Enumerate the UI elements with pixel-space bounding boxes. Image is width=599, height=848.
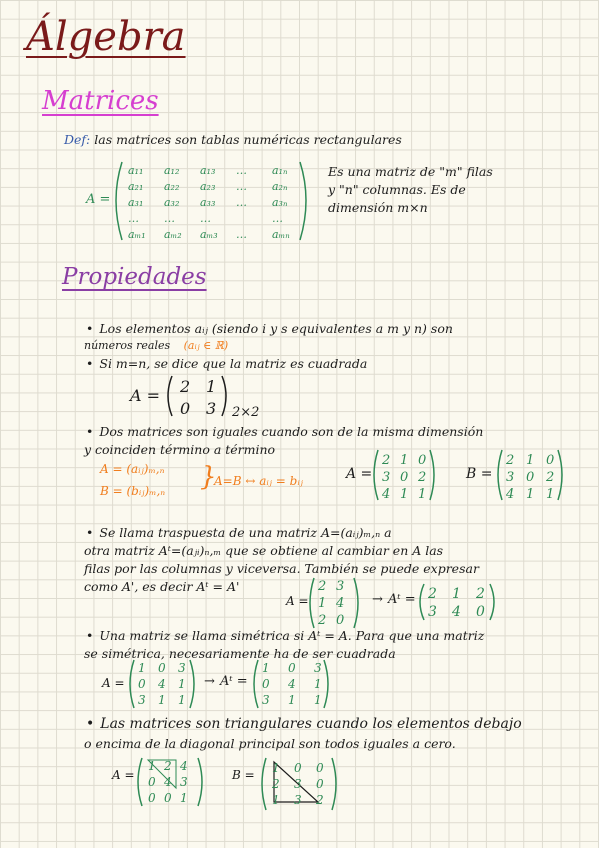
definition-matrix [100, 156, 320, 246]
p3-line-2: y coinciden término a término [84, 442, 276, 457]
definition-matrix-cell: … [272, 212, 283, 225]
p3-brace: } [200, 462, 217, 492]
p5-at-matrix-cell: 3 [314, 661, 322, 675]
definition-matrix-cell: … [236, 228, 247, 241]
definition-matrix-cell: … [236, 180, 247, 193]
p6-b-matrix-cell: 1 [272, 761, 280, 775]
p3-rule: A=B ↔ aᵢⱼ = bᵢⱼ [214, 474, 303, 488]
definition-matrix-cell: a₃ₙ [272, 196, 288, 209]
p2-matrix [160, 372, 270, 422]
p5-at-matrix-cell: 1 [262, 661, 270, 675]
p3-a-matrix-cell: 0 [400, 470, 409, 485]
p2-matrix-name: A = [130, 386, 161, 405]
p5-a-matrix-cell: 1 [138, 661, 146, 675]
definition-matrix-cell: a₁₂ [164, 164, 180, 177]
p5-at-matrix-cell: 1 [288, 693, 296, 707]
p5-line-2: se simétrica, necesariamente ha de ser cuadrada [84, 646, 396, 661]
p4-a-matrix [304, 574, 364, 632]
p6-a-matrix-cell: 4 [164, 775, 172, 789]
p3-line-1: • Dos matrices son iguales cuando son de la misma dimensión [86, 424, 483, 439]
p4-at-matrix-cell: 1 [452, 586, 461, 602]
definition-matrix-cell: a₂ₙ [272, 180, 288, 193]
definition-matrix-cell: a₂₁ [128, 180, 144, 193]
p3-b-def: B = (bᵢⱼ)ₘ,ₙ [100, 484, 166, 498]
p5-a-matrix-cell: 1 [178, 677, 186, 691]
p3-a-matrix-cell: 0 [418, 453, 427, 468]
p3-a-matrix-cell: 2 [418, 470, 427, 485]
p4-line-3: filas por las columnas y viceversa. También se puede expresar [84, 561, 479, 576]
svg-text:2×2: 2×2 [232, 405, 260, 420]
p5-a-matrix-cell: 1 [158, 693, 166, 707]
p3-a-matrix-cell: 4 [382, 487, 391, 502]
p5-at-matrix-cell: 3 [262, 693, 270, 707]
section-heading-properties: Propiedades [62, 264, 207, 290]
definition-line [64, 132, 402, 147]
p6-b-matrix-cell: 2 [272, 777, 280, 791]
p6-line-2: o encima de la diagonal principal son todos iguales a cero. [84, 736, 456, 751]
definition-matrix-cell: a₂₃ [200, 180, 216, 193]
definition-matrix-cell: a₁₁ [128, 164, 144, 177]
p2-matrix-cell: 1 [206, 377, 217, 396]
p3-b-matrix-cell: 2 [546, 470, 555, 485]
p5-a-matrix-cell: 3 [178, 661, 186, 675]
p3-a-matrix-cell: 1 [400, 453, 409, 468]
definition-matrix-cell: aₘ₂ [164, 228, 182, 241]
p6-a-matrix-cell: 4 [180, 759, 188, 773]
p3-b-matrix-cell: 0 [526, 470, 535, 485]
p6-b-matrix [256, 754, 342, 814]
p4-a-matrix-cell: 1 [318, 596, 327, 611]
p1-real-note: (aᵢⱼ ∈ ℝ) [183, 339, 229, 352]
p3-b-matrix-cell: 2 [506, 453, 515, 468]
definition-matrix-cell: … [236, 196, 247, 209]
p4-a-matrix-cell: 2 [318, 613, 327, 628]
p5-a-matrix-cell: 1 [178, 693, 186, 707]
definition-label: Def: [64, 132, 91, 147]
definition-matrix-cell: … [200, 212, 211, 225]
p3-b-matrix-cell: 0 [546, 453, 555, 468]
p6-b-name: B = [232, 768, 255, 782]
p3-b-name: B = [466, 466, 493, 482]
p4-at-matrix [414, 580, 500, 624]
p6-a-matrix-cell: 3 [180, 775, 188, 789]
p4-line-1: • Se llama traspuesta de una matriz A=(aᵢⱼ)ₘ,ₙ a [86, 525, 392, 540]
p6-b-matrix-cell: 0 [316, 761, 324, 775]
p6-a-name: A = [112, 768, 135, 782]
p6-line-1: • Las matrices son triangulares cuando los elementos debajo [86, 716, 522, 732]
p5-at-matrix [248, 656, 334, 712]
p4-a-matrix-cell: 3 [336, 579, 345, 594]
p3-b-matrix [492, 446, 568, 504]
p4-a-matrix-cell: 0 [336, 613, 345, 628]
p4-line-4: como A', es decir Aᵗ = A' [84, 579, 240, 594]
p4-a-name: A = [286, 594, 309, 608]
p3-b-matrix-cell: 1 [526, 453, 535, 468]
p3-b-matrix-cell: 1 [526, 487, 535, 502]
definition-matrix-cell: a₂₂ [164, 180, 180, 193]
p6-a-matrix-cell: 0 [164, 791, 172, 805]
p3-a-name: A = [346, 466, 373, 482]
p4-a-matrix-cell: 4 [336, 596, 345, 611]
p3-a-matrix [368, 446, 438, 504]
p6-b-matrix-cell: 3 [294, 777, 302, 791]
p1-line-2-text: números reales [84, 339, 171, 352]
p2-line: • Si m=n, se dice que la matriz es cuadrada [86, 356, 367, 371]
p6-b-matrix-cell: 2 [316, 793, 324, 807]
p1-line-1: • Los elementos aᵢⱼ (siendo i y s equivalentes a m y n) son [86, 321, 453, 336]
definition-matrix-cell: a₁ₙ [272, 164, 288, 177]
p5-at-matrix-cell: 1 [314, 693, 322, 707]
p6-a-matrix-cell: 1 [148, 759, 156, 773]
p3-b-matrix-cell: 4 [506, 487, 515, 502]
p6-b-matrix-cell: 0 [294, 761, 302, 775]
page-title: Álgebra [26, 14, 186, 60]
definition-matrix-cell: aₘ₃ [200, 228, 218, 241]
p4-at-matrix-cell: 0 [476, 604, 485, 620]
p5-a-matrix-cell: 0 [138, 677, 146, 691]
p6-b-matrix-cell: 1 [272, 793, 280, 807]
p3-b-matrix-cell: 1 [546, 487, 555, 502]
p4-at-matrix-cell: 3 [428, 604, 437, 620]
p5-at-matrix-cell: 4 [288, 677, 296, 691]
p2-matrix-cell: 3 [206, 399, 217, 418]
p5-a-matrix-cell: 4 [158, 677, 166, 691]
definition-matrix-cell: aₘ₁ [128, 228, 146, 241]
p6-a-matrix-cell: 1 [180, 791, 188, 805]
p5-a-matrix [124, 656, 200, 712]
definition-matrix-name: A = [86, 192, 111, 207]
definition-note-2: y "n" columnas. Es de [328, 182, 466, 197]
p5-at-matrix-cell: 1 [314, 677, 322, 691]
definition-text: las matrices son tablas numéricas rectangulares [94, 132, 402, 147]
p6-a-matrix-cell: 2 [164, 759, 172, 773]
definition-note-1: Es una matriz de "m" filas [328, 164, 493, 179]
p2-matrix-cell: 0 [180, 399, 191, 418]
definition-matrix-cell: aₘₙ [272, 228, 290, 241]
definition-matrix-cell: a₁₃ [200, 164, 216, 177]
definition-note-3: dimensión m×n [328, 200, 428, 215]
p6-a-matrix [132, 754, 208, 810]
p4-a-matrix-cell: 2 [318, 579, 327, 594]
p3-a-matrix-cell: 2 [382, 453, 391, 468]
p5-at-matrix-cell: 0 [288, 661, 296, 675]
p3-a-matrix-cell: 1 [400, 487, 409, 502]
p3-a-matrix-cell: 3 [382, 470, 391, 485]
p4-at-matrix-cell: 2 [476, 586, 485, 602]
p6-a-matrix-cell: 0 [148, 775, 156, 789]
definition-matrix-cell: a₃₂ [164, 196, 180, 209]
p6-b-matrix-cell: 3 [294, 793, 302, 807]
p1-line-2 [84, 339, 228, 352]
definition-matrix-cell: a₃₁ [128, 196, 144, 209]
p3-a-def: A = (aᵢⱼ)ₘ,ₙ [100, 462, 165, 476]
p5-a-matrix-cell: 0 [158, 661, 166, 675]
p6-a-matrix-cell: 0 [148, 791, 156, 805]
p5-arrow: → [204, 674, 215, 689]
definition-matrix-cell: … [164, 212, 175, 225]
p5-a-name: A = [102, 676, 125, 690]
definition-matrix-cell: a₃₃ [200, 196, 216, 209]
p4-at-matrix-cell: 2 [428, 586, 437, 602]
p5-at-name: Aᵗ = [220, 674, 248, 689]
p4-at-matrix-cell: 4 [452, 604, 461, 620]
p5-at-matrix-cell: 0 [262, 677, 270, 691]
p4-line-2: otra matriz Aᵗ=(aⱼᵢ)ₙ,ₘ que se obtiene al cambiar en A las [84, 543, 444, 558]
definition-matrix-cell: … [236, 164, 247, 177]
p4-at-name: Aᵗ = [388, 592, 416, 607]
p3-a-matrix-cell: 1 [418, 487, 427, 502]
p2-matrix-cell: 2 [180, 377, 191, 396]
p5-a-matrix-cell: 3 [138, 693, 146, 707]
p4-arrow: → [372, 592, 383, 607]
definition-matrix-cell: … [128, 212, 139, 225]
p6-b-matrix-cell: 0 [316, 777, 324, 791]
p5-line-1: • Una matriz se llama simétrica si Aᵗ = A. Para que una matriz [86, 628, 484, 643]
p3-b-matrix-cell: 3 [506, 470, 515, 485]
section-heading-matrices: Matrices [42, 86, 159, 116]
